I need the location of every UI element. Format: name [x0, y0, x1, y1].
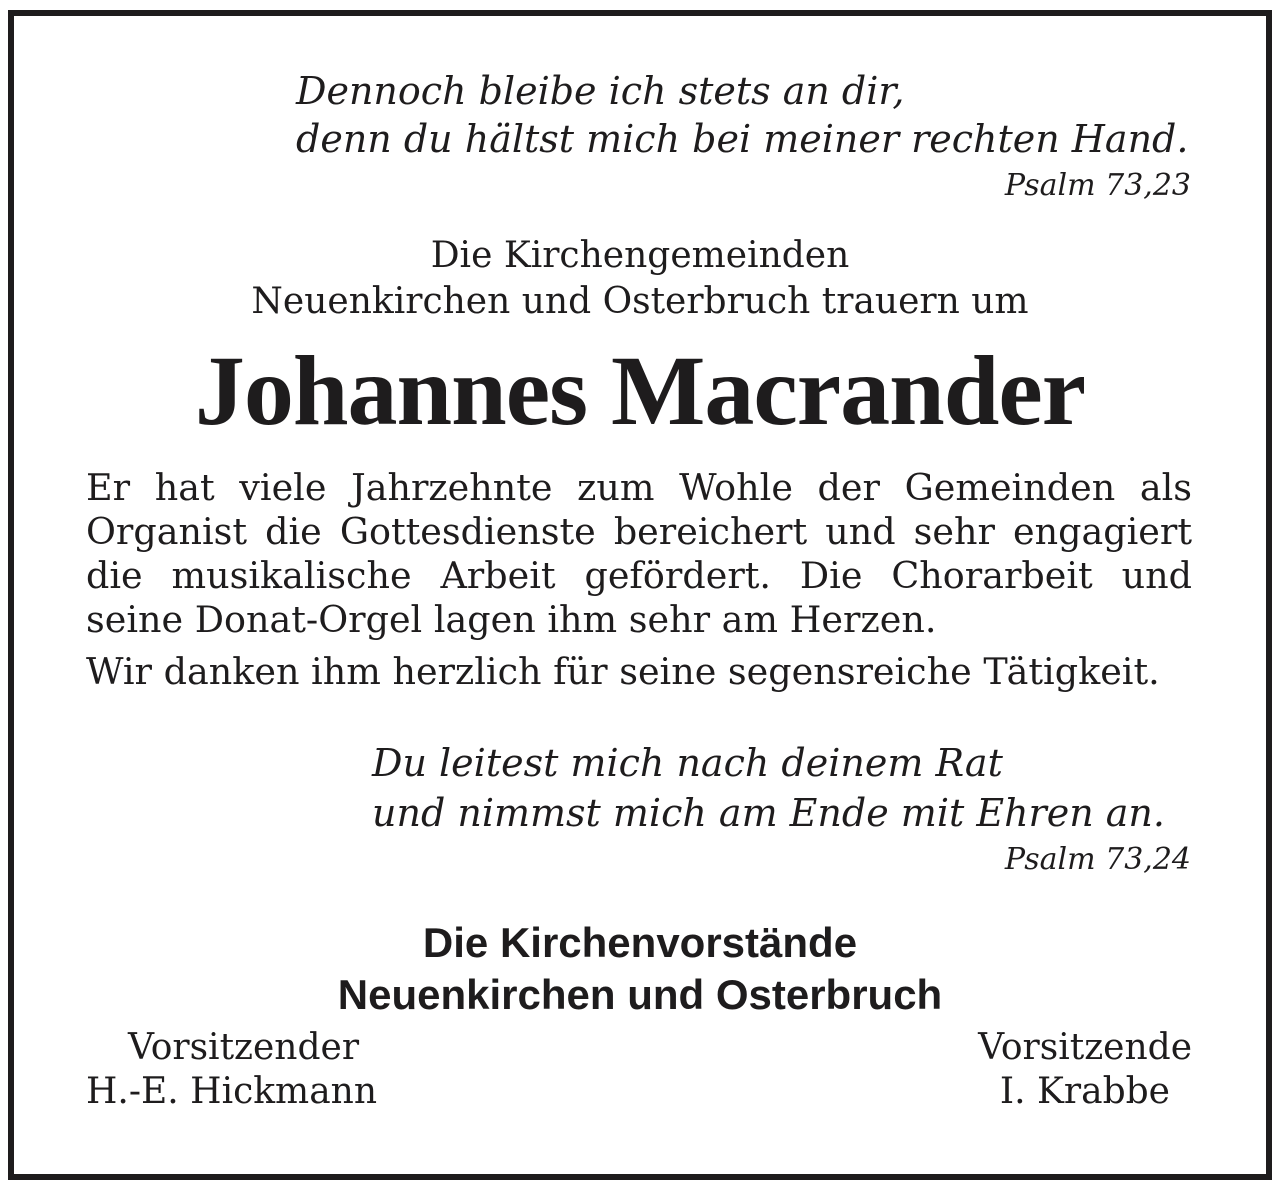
verse-top-line-1: Dennoch bleibe ich stets an dir,	[296, 69, 905, 113]
right-signer-role: Vorsitzende	[978, 1027, 1192, 1068]
intro-line-1: Die Kirchengemeinden	[430, 235, 850, 276]
deceased-name: Johannes Macrander	[194, 335, 1086, 446]
verse-bottom-line-1: Du leitest mich nach deinem Rat	[372, 741, 1003, 785]
signature-line-2: Neuenkirchen und Osterbruch	[337, 971, 943, 1018]
right-signer-name: I. Krabbe	[999, 1071, 1170, 1112]
intro-line-2: Neuenkirchen und Osterbruch trauern um	[251, 281, 1029, 322]
left-signer-name: H.-E. Hickmann	[86, 1071, 378, 1112]
verse-bottom-reference: Psalm 73,24	[1004, 842, 1191, 877]
left-signer-role: Vorsitzender	[128, 1027, 360, 1068]
tribute-paragraph-1: Er hat viele Jahrzehnte zum Wohle der Gemeinden als Organist die Gottesdienste bereichert und sehr engagiert die musikalische Arbeit gefördert. Die Chorarbeit und seine Donat-Orgel lagen ihm sehr am Herzen.	[86, 466, 1192, 641]
signature-line-1: Die Kirchenvorstände	[422, 919, 858, 966]
verse-top-reference: Psalm 73,23	[1004, 168, 1191, 203]
verse-bottom-line-2: und nimmst mich am Ende mit Ehren an.	[372, 791, 1165, 835]
verse-top-line-2: denn du hältst mich bei meiner rechten Hand.	[296, 117, 1189, 161]
tribute-paragraph-2: Wir danken ihm herzlich für seine segensreiche Tätigkeit.	[86, 650, 1160, 693]
